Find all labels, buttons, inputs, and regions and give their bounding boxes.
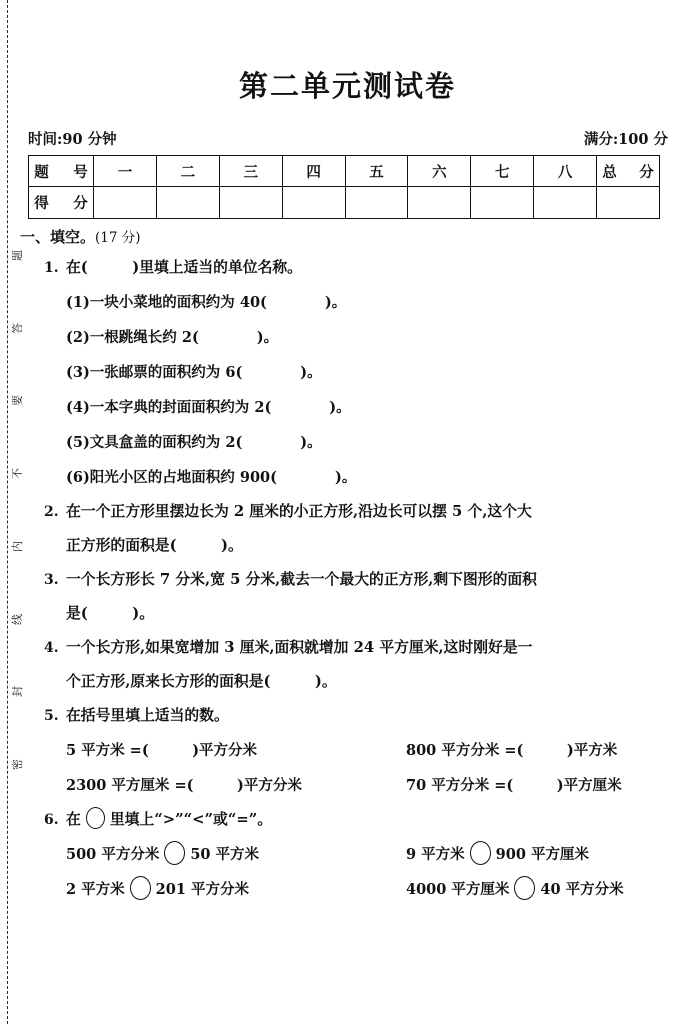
score-table-col-5: 五 xyxy=(345,156,408,187)
value-b: 50 平方米 xyxy=(190,846,260,863)
question-5-row-2 xyxy=(66,768,695,803)
seal-char: 内 xyxy=(10,540,24,552)
question-text-line-2: 正方形的面积是( )。 xyxy=(66,537,243,554)
seal-char: 线 xyxy=(10,613,24,625)
question-1 xyxy=(44,251,695,285)
score-table xyxy=(28,155,660,219)
score-cell-8[interactable] xyxy=(534,187,597,219)
value-b: 201 平方分米 xyxy=(155,881,249,898)
question-2 xyxy=(44,495,695,563)
seal-char: 密 xyxy=(10,758,24,770)
question-1-item-1: (1)一块小菜地的面积约为 40( )。 xyxy=(66,294,347,311)
question-6-row-1 xyxy=(66,837,695,872)
question-1-item-5: (5)文具盒盖的面积约为 2( )。 xyxy=(66,434,322,451)
question-6-row-2 xyxy=(66,872,695,907)
score-table-col-4: 四 xyxy=(282,156,345,187)
question-1-item-3: (3)一张邮票的面积约为 6( )。 xyxy=(66,364,322,381)
question-text-line-1: 一个长方形长 7 分米,宽 5 分米,截去一个最大的正方形,剩下图形的面积 xyxy=(66,571,537,588)
seal-char: 题 xyxy=(10,250,24,261)
comparison-circle-icon[interactable] xyxy=(164,841,185,865)
exam-meta xyxy=(28,128,668,149)
question-text-line-2: 个正方形,原来长方形的面积是( )。 xyxy=(66,673,337,690)
conversion-right: 70 平方分米 =( )平方厘米 xyxy=(406,777,622,794)
question-text: 在括号里填上适当的数。 xyxy=(66,707,229,724)
value-b: 40 平方分米 xyxy=(540,881,624,898)
section-points: (17 分) xyxy=(95,230,141,246)
score-table-col-6: 六 xyxy=(408,156,471,187)
page-title: 第二单元测试卷 xyxy=(238,69,456,103)
comparison-circle-icon[interactable] xyxy=(86,807,105,829)
score-cell-2[interactable] xyxy=(156,187,219,219)
question-text: 在( )里填上适当的单位名称。 xyxy=(66,259,302,276)
comparison-circle-icon[interactable] xyxy=(130,876,151,900)
question-number: 1. xyxy=(44,260,59,276)
score-cell-4[interactable] xyxy=(282,187,345,219)
question-number: 3. xyxy=(44,572,59,588)
question-text-line-2: 是( )。 xyxy=(66,605,154,622)
question-number: 6. xyxy=(44,812,59,828)
score-cell-1[interactable] xyxy=(94,187,157,219)
score-table-col-2: 二 xyxy=(156,156,219,187)
question-text xyxy=(66,803,695,837)
table-row xyxy=(29,156,660,187)
score-table-row-label: 题 号 xyxy=(29,156,94,187)
value-a: 500 平方分米 xyxy=(66,846,160,863)
full-mark-label: 满分:100 分 xyxy=(583,131,668,148)
time-limit-label: 时间:90 分钟 xyxy=(28,131,117,148)
comparison-right xyxy=(406,837,589,872)
value-b: 900 平方厘米 xyxy=(495,846,589,863)
seal-char: 要 xyxy=(10,395,24,407)
value-a: 9 平方米 xyxy=(406,846,465,863)
question-1-item-2: (2)一根跳绳长约 2( )。 xyxy=(66,329,279,346)
section-heading-fill-in-blank xyxy=(20,224,695,251)
score-table-col-1: 一 xyxy=(94,156,157,187)
score-cell-6[interactable] xyxy=(408,187,471,219)
question-1-item-4: (4)一本字典的封面面积约为 2( )。 xyxy=(66,399,351,416)
comparison-circle-icon[interactable] xyxy=(470,841,491,865)
value-a: 4000 平方厘米 xyxy=(406,881,510,898)
seal-char: 答 xyxy=(10,322,24,334)
question-6 xyxy=(44,803,695,837)
question-5 xyxy=(44,699,695,733)
comparison-right xyxy=(406,872,624,907)
conversion-left: 5 平方米 =( )平方分米 xyxy=(66,742,258,759)
seal-char: 不 xyxy=(10,468,24,480)
conversion-right: 800 平方分米 =( )平方米 xyxy=(406,742,618,759)
question-1-item-6: (6)阳光小区的占地面积约 900( )。 xyxy=(66,469,357,486)
score-table-col-8: 八 xyxy=(534,156,597,187)
score-table-col-7: 七 xyxy=(471,156,534,187)
score-cell-3[interactable] xyxy=(219,187,282,219)
score-table-row-label: 得 分 xyxy=(29,187,94,219)
question-text-line-1: 在一个正方形里摆边长为 2 厘米的小正方形,沿边长可以摆 5 个,这个大 xyxy=(66,503,532,520)
question-3 xyxy=(44,563,695,631)
question-number: 4. xyxy=(44,640,59,656)
comparison-left xyxy=(66,872,249,907)
score-cell-7[interactable] xyxy=(471,187,534,219)
seal-char: 封 xyxy=(10,686,24,698)
value-a: 2 平方米 xyxy=(66,881,125,898)
exam-body xyxy=(0,224,695,907)
score-table-col-total: 总 分 xyxy=(597,156,660,187)
question-number: 2. xyxy=(44,504,59,520)
score-cell-total[interactable] xyxy=(597,187,660,219)
comparison-circle-icon[interactable] xyxy=(514,876,535,900)
section-title: 一、填空。 xyxy=(20,228,96,246)
prompt-suffix: 里填上“>”“<”或“=”。 xyxy=(109,811,273,828)
score-cell-5[interactable] xyxy=(345,187,408,219)
question-5-row-1 xyxy=(66,733,695,768)
prompt-prefix: 在 xyxy=(66,811,81,828)
question-number: 5. xyxy=(44,708,59,724)
question-text-line-1: 一个长方形,如果宽增加 3 厘米,面积就增加 24 平方厘米,这时刚好是一 xyxy=(66,639,533,656)
question-4 xyxy=(44,631,695,699)
table-row xyxy=(29,187,660,219)
comparison-left xyxy=(66,837,259,872)
conversion-left: 2300 平方厘米 =( )平方分米 xyxy=(66,777,302,794)
score-table-col-3: 三 xyxy=(219,156,282,187)
